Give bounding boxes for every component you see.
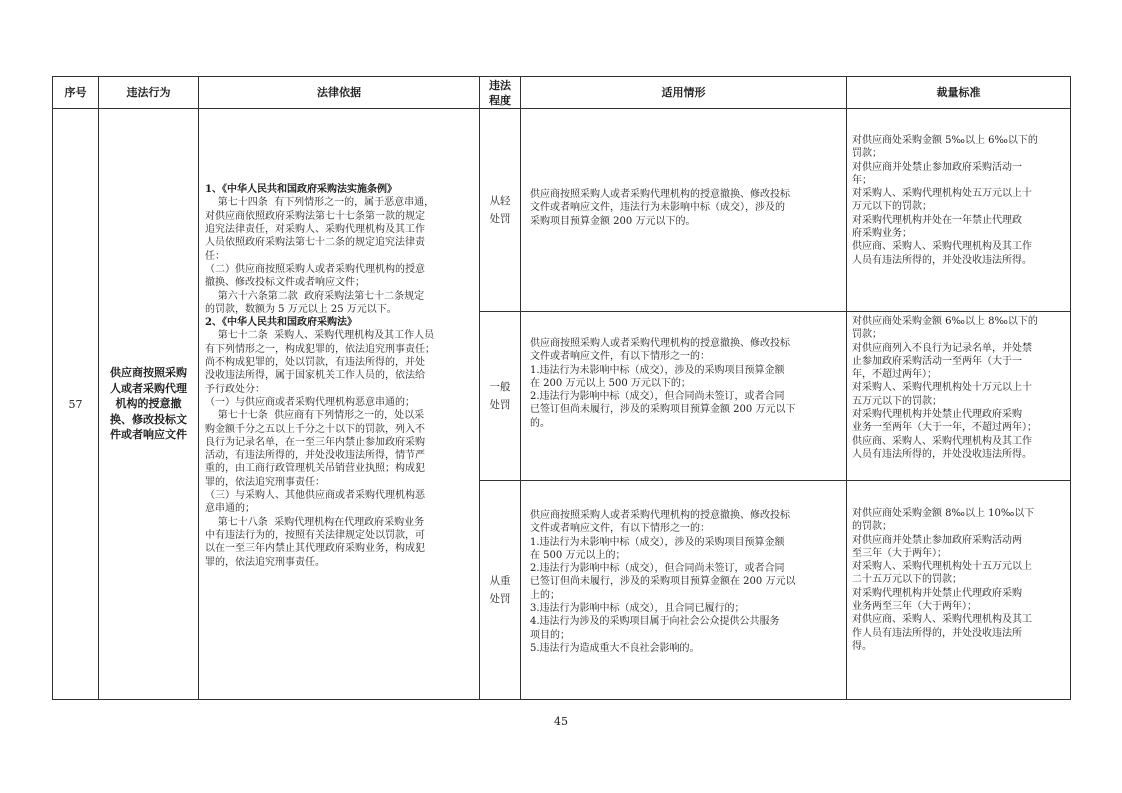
legal-basis-line: 予行政处分： [205, 383, 265, 395]
standard-light [852, 134, 1067, 267]
legal-basis-line: （一）与供应商或者采购代理机构恶意串通的； [205, 396, 415, 408]
standard-severe [852, 507, 1067, 653]
col-divider-4 [520, 76, 521, 700]
header-behavior: 违法行为 [126, 86, 171, 99]
standard-line: 对采购代理机构并处禁止代理政府采购 [852, 409, 1022, 421]
standard-line: 人员有违法所得的，并处没收违法所得。 [852, 254, 1032, 266]
situation-line: 供应商按照采购人或者采购代理机构的授意撤换、修改投标 [530, 338, 790, 349]
situation-line: 已签订但尚未履行，涉及的采购项目预算金额在 200 万元以 [530, 576, 796, 588]
situation-line: 2.违法行为影响中标（成交），但合同尚未签订，或者合同 [530, 391, 785, 403]
situation-line: 5.违法行为造成重大不良社会影响的。 [530, 642, 700, 654]
row-number: 57 [68, 397, 83, 411]
legal-basis-line: 的罚款，数额为 5 万元以上 25 万元以下。 [205, 303, 397, 315]
legal-basis-line: 第七十四条 有下列情形之一的，属于恶意串通， [205, 197, 435, 209]
header-degree: 违法 程度 [489, 78, 511, 107]
table-border-right [1070, 76, 1071, 700]
table-border-bottom [52, 699, 1071, 700]
situation-line: 采购项目预算金额 200 万元以下的。 [530, 215, 696, 227]
violation-behavior: 供应商按照采购 人或者采购代理 机构的授意撤 换、修改投标文 件或者响应文件 [110, 366, 187, 442]
legal-basis-line: 意串通的； [205, 503, 255, 515]
standard-line: 对采购代理机构并处在一年禁止代理政 [852, 214, 1022, 226]
header-basis: 法律依据 [317, 86, 361, 99]
standard-line: 万元以下的罚款； [852, 201, 932, 213]
header-no: 序号 [64, 86, 87, 99]
standard-line: 供应商、采购人、采购代理机构及其工作 [852, 241, 1032, 253]
situation-general [530, 337, 842, 430]
standard-line: 对供应商并处禁止参加政府采购活动一 [852, 161, 1022, 173]
legal-basis-line: 1、《中华人民共和国政府采购法实施条例》 [205, 184, 397, 196]
situation-line: 在 500 万元以上的； [530, 549, 626, 561]
legal-basis-line [205, 130, 475, 143]
standard-line: 对供应商、采购人、采购代理机构及其工 [852, 614, 1032, 626]
situation-line: 1.违法行为未影响中标（成交），涉及的采购项目预算金额 [530, 364, 785, 376]
standard-line: 年； [852, 174, 872, 186]
legal-basis-line: 任： [205, 250, 225, 262]
standard-line: 对采购代理机构并处禁止代理政府采购 [852, 587, 1022, 599]
situation-line: 文件或者响应文件，有以下情形之一的： [530, 523, 710, 535]
situation-line: 文件或者响应文件，有以下情形之一的： [530, 351, 710, 363]
page-number: 45 [554, 715, 568, 728]
legal-basis-line: 追究法律责任，对采购人、采购代理机构及其工作 [205, 224, 425, 236]
degree-severe: 从重 处罚 [489, 575, 511, 605]
level-divider-2 [479, 480, 1071, 481]
legal-basis-text [205, 130, 475, 695]
legal-basis-line [205, 157, 475, 170]
legal-basis-line: 中有违法行为的，按照有关法律规定处以罚款，可 [205, 529, 425, 541]
standard-general [852, 315, 1067, 461]
situation-line: 3.违法行为影响中标（成交），且合同已履行的； [530, 603, 745, 615]
legal-basis-line: （三）与采购人、其他供应商或者采购代理机构恶 [205, 490, 425, 502]
standard-line: 罚款； [852, 148, 882, 160]
situation-line: 上的； [530, 589, 560, 601]
degree-light: 从轻 处罚 [489, 195, 511, 225]
standard-line: 二十五万元以下的罚款； [852, 574, 962, 586]
legal-basis-line: 重的，由工商行政管理机关吊销营业执照；构成犯 [205, 463, 425, 475]
legal-basis-line: 良行为记录名单，在一至三年内禁止参加政府采购 [205, 436, 425, 448]
legal-basis-line: 有下列情形之一，构成犯罪的，依法追究刑事责任； [205, 343, 435, 355]
standard-line: 罚款； [852, 329, 882, 341]
col-divider-5 [846, 76, 847, 700]
legal-basis-line [205, 143, 475, 156]
legal-basis-line [205, 170, 475, 183]
standard-line: 止参加政府采购活动一至两年（大于一 [852, 355, 1022, 367]
standard-line: 对供应商并处禁止参加政府采购活动两 [852, 534, 1022, 546]
standard-line: 对供应商列入不良行为记录名单，并处禁 [852, 342, 1032, 354]
situation-line: 2.违法行为影响中标（成交），但合同尚未签订，或者合同 [530, 563, 785, 575]
standard-line: 人员有违法所得的，并处没收违法所得。 [852, 448, 1032, 460]
standard-line: 对供应商处采购金额 5‰以上 6‰以下的 [852, 135, 1038, 146]
standard-line: 对供应商处采购金额 8‰以上 10‰以下 [852, 508, 1035, 519]
situation-line: 项目的； [530, 629, 570, 641]
legal-basis-line: 撤换、修改投标文件或者响应文件； [205, 277, 365, 289]
legal-basis-line: 购金额千分之五以上千分之十以下的罚款，列入不 [205, 423, 425, 435]
standard-line: 府采购业务； [852, 228, 912, 240]
situation-line: 4.违法行为涉及的采购项目属于向社会公众提供公共服务 [530, 616, 780, 628]
level-divider-1 [479, 311, 1071, 312]
legal-basis-line: 罪的，依法追究刑事责任： [205, 476, 325, 488]
legal-basis-line: 以在一至三年内禁止其代理政府采购业务，构成犯 [205, 543, 425, 555]
standard-line: 业务两至三年（大于两年）； [852, 601, 977, 613]
legal-basis-line: 第七十二条 采购人、采购代理机构及其工作人员 [205, 330, 435, 342]
situation-line: 的。 [530, 417, 550, 429]
standard-line: 对供应商处采购金额 6‰以上 8‰以下的 [852, 316, 1038, 327]
standard-line: 五万元以下的罚款； [852, 395, 942, 407]
situation-line: 已签订但尚未履行，涉及的采购项目预算金额 200 万元以下 [530, 404, 796, 416]
standard-line: 得。 [852, 640, 872, 652]
header-situation: 适用情形 [661, 86, 706, 99]
legal-basis-line: 第六十六条第二款 政府采购法第七十二条规定 [205, 290, 425, 302]
legal-basis-line: 第七十八条 采购代理机构在代理政府采购业务 [205, 516, 425, 528]
standard-line: 至三年（大于两年）； [852, 547, 947, 559]
situation-line: 1.违法行为未影响中标（成交），涉及的采购项目预算金额 [530, 536, 785, 548]
standard-line: 业务一至两年（大于一年，不超过两年）； [852, 422, 1037, 434]
standard-line: 作人员有违法所得的，并处没收违法所 [852, 627, 1022, 639]
situation-line: 文件或者响应文件，违法行为未影响中标（成交），涉及的 [530, 202, 785, 214]
situation-line: 在 200 万元以上 500 万元以下的； [530, 377, 691, 389]
standard-line: 对采购人、采购代理机构处十五万元以上 [852, 561, 1032, 573]
header-standard: 裁量标准 [936, 86, 981, 99]
situation-severe [530, 509, 842, 655]
legal-basis-line: （二）供应商按照采购人或者采购代理机构的授意 [205, 263, 425, 275]
legal-basis-line: 尚不构成犯罪的，处以罚款，有违法所得的，并处 [205, 357, 425, 369]
legal-basis-line: 活动，有违法所得的，并处没收违法所得，情节严 [205, 450, 425, 462]
situation-line: 供应商按照采购人或者采购代理机构的授意撤换、修改投标 [530, 510, 790, 521]
degree-general: 一般 处罚 [489, 381, 511, 411]
standard-line: 年，不超过两年）； [852, 369, 937, 381]
legal-basis-line: 没收违法所得，属于国家机关工作人员的，依法给 [205, 370, 425, 382]
legal-basis-line: 2、《中华人民共和国政府采购法》 [205, 317, 357, 329]
standard-line: 对采购人、采购代理机构处十万元以上十 [852, 382, 1032, 394]
header-divider [52, 108, 1071, 109]
legal-basis-line: 人员依照政府采购法第七十二条的规定追究法律责 [205, 237, 425, 249]
situation-line: 供应商按照采购人或者采购代理机构的授意撤换、修改投标 [530, 189, 790, 200]
standard-line: 供应商、采购人、采购代理机构及其工作 [852, 435, 1032, 447]
situation-light [530, 188, 842, 228]
col-divider-2 [198, 76, 199, 700]
legal-basis-line: 对供应商依照政府采购法第七十七条第一款的规定 [205, 210, 425, 222]
standard-line: 对采购人、采购代理机构处五万元以上十 [852, 188, 1032, 200]
legal-basis-line: 罪的，依法追究刑事责任。 [205, 556, 325, 568]
standard-line: 的罚款； [852, 521, 892, 533]
legal-basis-line: 第七十七条 供应商有下列情形之一的，处以采 [205, 410, 425, 422]
